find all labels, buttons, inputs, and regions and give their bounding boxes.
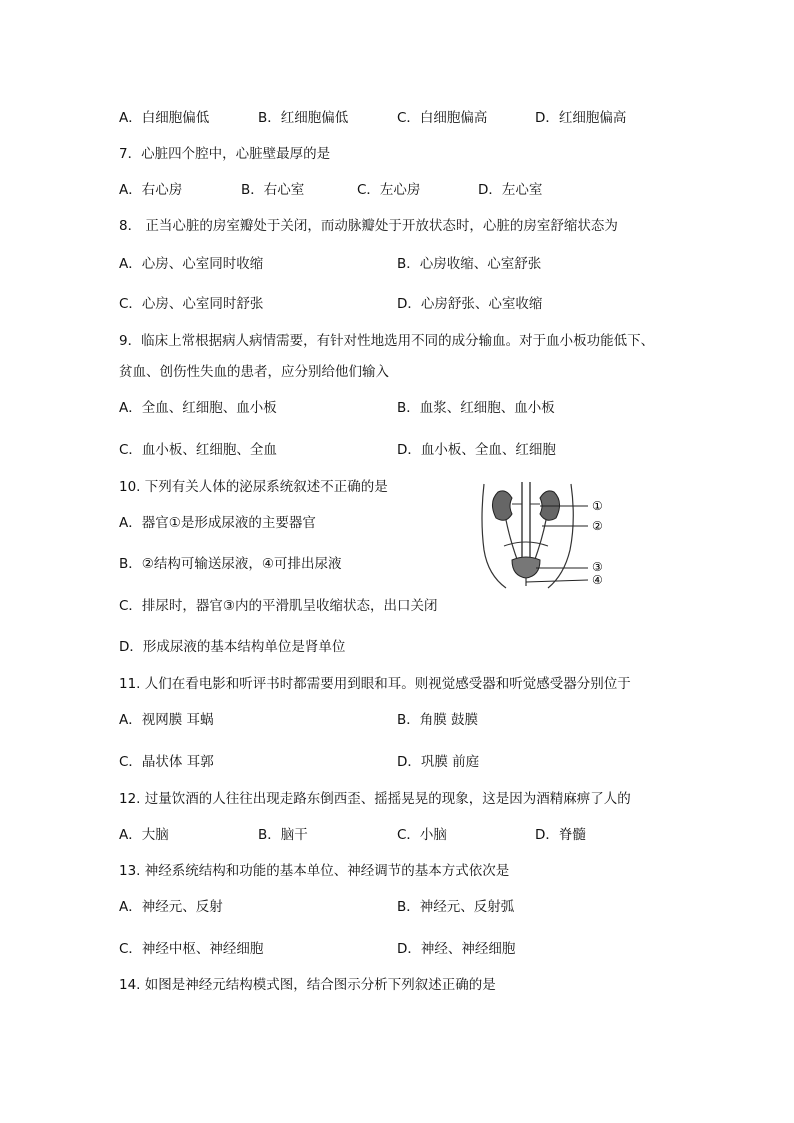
q8-stem [119, 216, 618, 236]
q6-option-d: D．红细胞偏高 [535, 110, 627, 126]
q7-text: 心脏四个腔中，心脏壁最厚的是 [141, 146, 331, 162]
q14-text: 如图是神经元结构模式图，结合图示分析下列叙述正确的是 [140, 977, 496, 993]
q12-option-c: C．小脑 [397, 827, 447, 843]
q9-option-d: D．血小板、全血、红细胞 [397, 442, 556, 458]
q8-option-d: D．心房舒张、心室收缩 [397, 296, 543, 312]
urinary-system-figure [476, 480, 616, 590]
q12-number: 12. [119, 791, 141, 807]
q10-number: 10. [119, 479, 141, 495]
q9-text: 临床上常根据病人病情需要，有针对性地选用不同的成分输血。对于血小板功能低下、 [141, 333, 655, 349]
q7-option-a: A．右心房 [119, 182, 183, 198]
q11-text: 人们在看电影和听评书时都需要用到眼和耳。则视觉感受器和听觉感受器分别位于 [140, 676, 631, 692]
q9-number: 9． [119, 333, 142, 349]
q10-stem [119, 477, 388, 497]
q9-stem [119, 331, 654, 351]
q13-option-d: D．神经、神经细胞 [397, 941, 516, 957]
q9-option-c: C．血小板、红细胞、全血 [119, 442, 277, 458]
q10-text: 下列有关人体的泌尿系统叙述不正确的是 [140, 479, 388, 495]
left-ureter [506, 520, 518, 562]
q11-option-d: D．巩膜 前庭 [397, 754, 480, 770]
q12-text: 过量饮酒的人往往出现走路东倒西歪、摇摇晃晃的现象，这是因为酒精麻痹了人的 [140, 791, 631, 807]
q10-option-a: A．器官①是形成尿液的主要器官 [119, 515, 316, 531]
q8-number: 8． [119, 218, 142, 234]
urinary-system-diagram [476, 480, 616, 590]
q7-stem [119, 144, 330, 164]
q12-option-b: B．脑干 [258, 827, 308, 843]
q13-number: 13. [119, 863, 141, 879]
q8-text: 正当心脏的房室瓣处于关闭，而动脉瓣处于开放状态时，心脏的房室舒缩状态为 [141, 218, 618, 234]
q11-option-b: B．角膜 鼓膜 [397, 712, 479, 728]
q8-option-c: C．心房、心室同时舒张 [119, 296, 264, 312]
q11-option-a: A．视网膜 耳蜗 [119, 712, 214, 728]
q7-option-b: B．右心室 [241, 182, 305, 198]
q11-stem [119, 674, 631, 694]
q10-option-d: D．形成尿液的基本结构单位是肾单位 [119, 639, 346, 655]
bladder [512, 557, 540, 578]
q14-stem [119, 975, 496, 995]
q7-number: 7． [119, 146, 142, 162]
label-3: ③ [592, 560, 603, 574]
q13-option-c: C．神经中枢、神经细胞 [119, 941, 264, 957]
q6-option-b: B．红细胞偏低 [258, 110, 349, 126]
q12-option-d: D．脊髓 [535, 827, 586, 843]
q6-option-c: C．白细胞偏高 [397, 110, 488, 126]
label-4: ④ [592, 573, 603, 587]
q13-option-b: B．神经元、反射弧 [397, 899, 515, 915]
q13-stem [119, 861, 509, 881]
left-kidney [492, 491, 512, 520]
q9-stem-continued: 贫血、创伤性失血的患者，应分别给他们输入 [119, 364, 389, 380]
q7-option-c: C．左心房 [357, 182, 421, 198]
q11-number: 11. [119, 676, 141, 692]
q6-option-a: A．白细胞偏低 [119, 110, 210, 126]
q13-option-a: A．神经元、反射 [119, 899, 223, 915]
q9-option-b: B．血浆、红细胞、血小板 [397, 400, 555, 416]
q8-option-b: B．心房收缩、心室舒张 [397, 256, 542, 272]
q11-option-c: C．晶状体 耳郭 [119, 754, 214, 770]
q12-stem [119, 789, 631, 809]
q12-option-a: A．大脑 [119, 827, 169, 843]
q10-option-b: B．②结构可输送尿液，④可排出尿液 [119, 556, 342, 572]
q14-number: 14. [119, 977, 141, 993]
q7-option-d: D．左心室 [478, 182, 543, 198]
q10-option-c: C．排尿时，器官③内的平滑肌呈收缩状态，出口关闭 [119, 598, 438, 614]
q9-option-a: A．全血、红细胞、血小板 [119, 400, 277, 416]
q8-option-a: A．心房、心室同时收缩 [119, 256, 264, 272]
label-2: ② [592, 519, 603, 533]
q13-text: 神经系统结构和功能的基本单位、神经调节的基本方式依次是 [140, 863, 510, 879]
label-1: ① [592, 499, 603, 513]
